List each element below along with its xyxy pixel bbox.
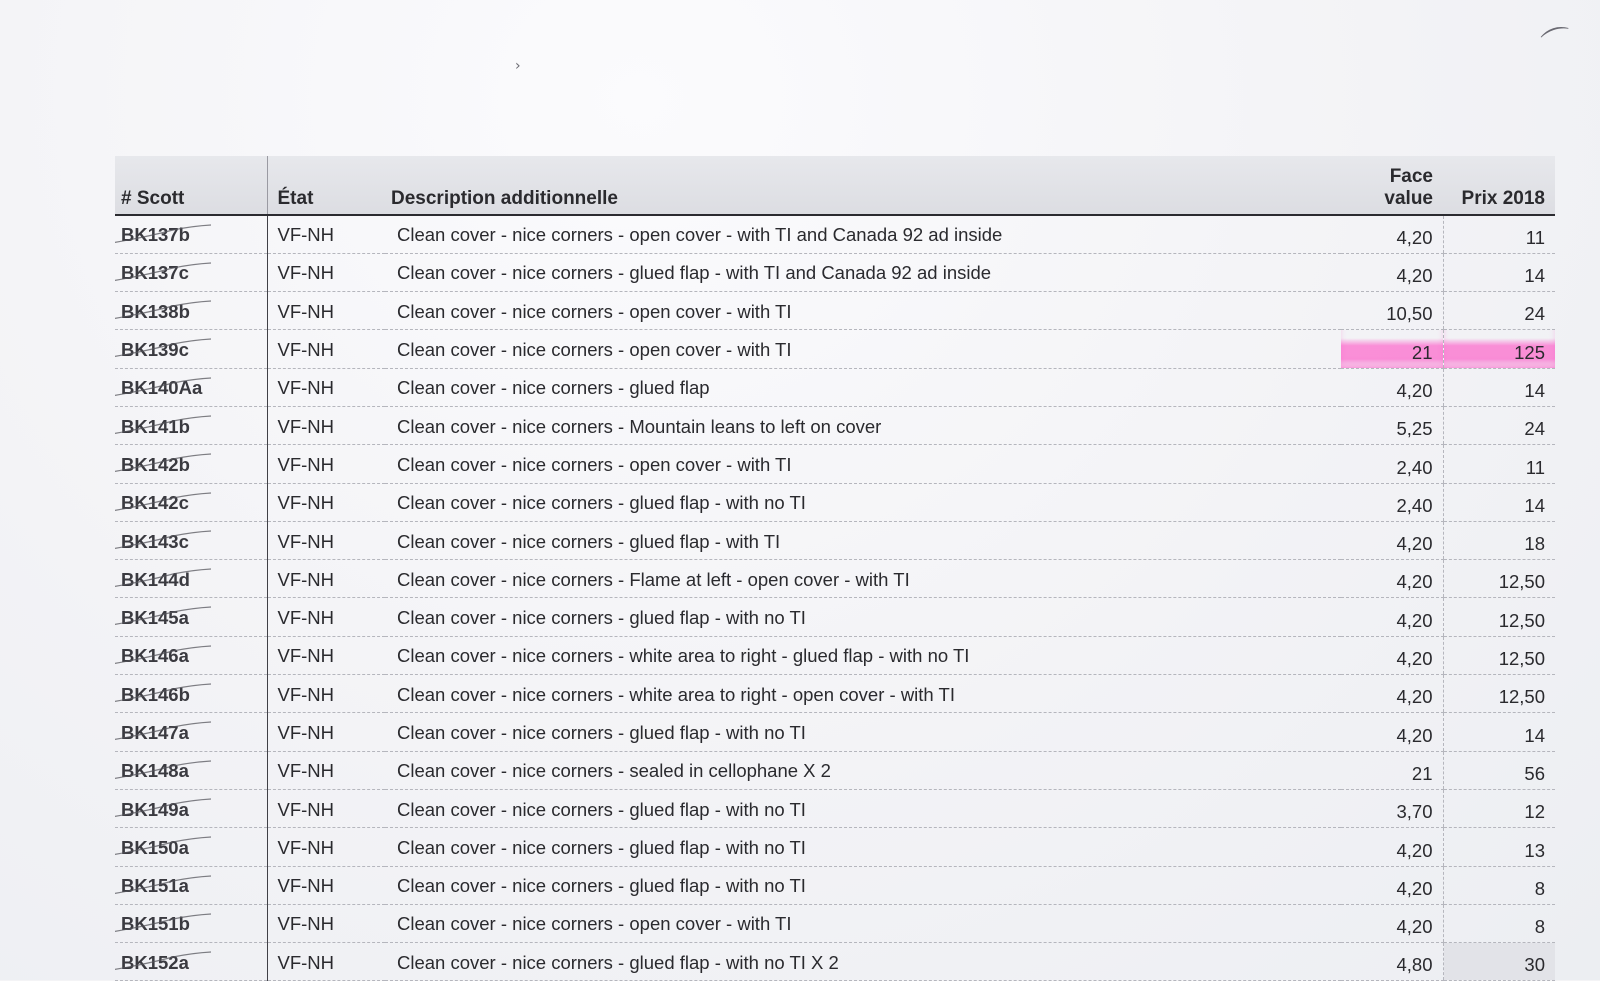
cell-etat: [267, 943, 385, 981]
cell-description: [385, 866, 1341, 904]
cell-scott: [115, 445, 267, 483]
cell-description-text: Clean cover - nice corners - glued flap - with TI: [397, 530, 781, 552]
cell-scott-text: BK150a: [121, 836, 189, 858]
cell-description-text: Clean cover - nice corners - glued flap - with no TI: [397, 836, 806, 858]
cell-description: [385, 904, 1341, 942]
cell-prix-text: 12,50: [1498, 648, 1545, 670]
table-row: [115, 215, 1555, 253]
cell-scott-text: BK145a: [121, 607, 189, 629]
cell-etat: [267, 368, 385, 406]
cell-prix: [1443, 521, 1555, 559]
cell-etat: [267, 866, 385, 904]
cell-prix: [1443, 943, 1555, 981]
cell-prix-text: 14: [1524, 265, 1545, 287]
cell-scott-text: BK142b: [121, 453, 190, 475]
cell-scott-text: BK144d: [121, 568, 190, 590]
cell-scott: [115, 368, 267, 406]
cell-etat-text: VF-NH: [277, 913, 335, 935]
cell-face-value-text: 5,25: [1396, 418, 1433, 440]
cell-scott-text: BK149a: [121, 798, 189, 820]
cell-description-text: Clean cover - nice corners - glued flap - with no TI: [397, 722, 806, 743]
cell-face-value-text: 4,20: [1396, 724, 1433, 746]
cell-scott: [115, 330, 267, 368]
cell-etat: [267, 215, 385, 253]
cell-prix: [1443, 483, 1555, 521]
cell-description-text: Clean cover - nice corners - open cover - with TI: [397, 300, 792, 322]
cell-face-value-text: 21: [1411, 762, 1433, 784]
cell-etat-text: VF-NH: [277, 262, 335, 284]
cell-prix-text: 14: [1524, 379, 1545, 401]
cell-scott-text: BK152a: [121, 951, 189, 973]
cell-etat: [267, 445, 385, 483]
cell-face-value: [1341, 675, 1443, 713]
cell-scott-text: BK151b: [121, 913, 190, 935]
table-row: [115, 521, 1555, 559]
cell-description-text: Clean cover - nice corners - open cover - with TI: [397, 339, 792, 361]
cell-scott-text: BK139c: [121, 339, 189, 361]
header-scott: # Scott: [115, 156, 267, 215]
cell-face-value: [1341, 215, 1443, 253]
cell-description-text: Clean cover - nice corners - glued flap - with no TI: [397, 607, 806, 629]
cell-scott-text: BK151a: [121, 875, 189, 897]
cell-scott-text: BK137c: [121, 262, 189, 284]
cell-prix-text: 30: [1524, 954, 1545, 976]
cell-prix: [1443, 253, 1555, 291]
cell-etat: [267, 713, 385, 751]
cell-description-text: Clean cover - nice corners - glued flap - with TI and Canada 92 ad inside: [397, 262, 992, 284]
table-row: [115, 445, 1555, 483]
cell-face-value-text: 4,20: [1396, 533, 1433, 555]
cell-etat-text: VF-NH: [277, 377, 335, 399]
cell-description-text: Clean cover - nice corners - glued flap: [397, 377, 710, 399]
cell-scott: [115, 751, 267, 789]
cell-prix-text: 8: [1534, 877, 1545, 899]
cell-prix-text: 12,50: [1498, 686, 1545, 708]
table-row: [115, 560, 1555, 598]
cell-etat-text: VF-NH: [277, 224, 335, 246]
cell-face-value: [1341, 483, 1443, 521]
cell-face-value-text: 4,20: [1396, 686, 1433, 708]
cell-face-value: [1341, 598, 1443, 636]
cell-face-value: [1341, 253, 1443, 291]
cell-etat-text: VF-NH: [277, 798, 335, 820]
cell-face-value-text: 4,20: [1396, 571, 1433, 593]
cell-etat-text: VF-NH: [277, 492, 335, 514]
cell-face-value: [1341, 828, 1443, 866]
cell-etat: [267, 330, 385, 368]
cell-prix: [1443, 866, 1555, 904]
table-row: [115, 598, 1555, 636]
table-row: [115, 483, 1555, 521]
cell-description: [385, 751, 1341, 789]
cell-etat: [267, 253, 385, 291]
cell-scott: [115, 292, 267, 330]
table-row: [115, 330, 1555, 368]
cell-description: [385, 521, 1341, 559]
cell-face-value-text: 21: [1411, 341, 1433, 363]
cell-description: [385, 675, 1341, 713]
cell-prix-text: 14: [1524, 494, 1545, 516]
cell-description-text: Clean cover - nice corners - Mountain leans to left on cover: [397, 415, 882, 437]
cell-prix: [1443, 789, 1555, 827]
cell-prix-text: 8: [1534, 916, 1545, 938]
cell-description: [385, 445, 1341, 483]
cell-etat-text: VF-NH: [277, 875, 335, 897]
cell-scott: [115, 253, 267, 291]
cell-prix: [1443, 904, 1555, 942]
cell-face-value: [1341, 292, 1443, 330]
cell-prix-text: 12,50: [1498, 609, 1545, 631]
cell-prix: [1443, 368, 1555, 406]
cell-prix-text: 14: [1524, 724, 1545, 746]
table-row: [115, 713, 1555, 751]
cell-description: [385, 828, 1341, 866]
cell-prix: [1443, 330, 1555, 368]
table-row: [115, 789, 1555, 827]
table-row: [115, 904, 1555, 942]
cell-scott: [115, 675, 267, 713]
cell-face-value-text: 4,20: [1396, 916, 1433, 938]
cell-scott-text: BK140Aa: [121, 377, 203, 399]
cell-description: [385, 215, 1341, 253]
cell-face-value: [1341, 751, 1443, 789]
cell-prix-text: 11: [1525, 226, 1545, 248]
cell-face-value-text: 10,50: [1386, 303, 1433, 325]
cell-etat-text: VF-NH: [277, 300, 335, 322]
cell-description: [385, 330, 1341, 368]
cell-scott: [115, 215, 267, 253]
cell-face-value: [1341, 330, 1443, 368]
cell-etat-text: VF-NH: [277, 722, 335, 743]
cell-etat: [267, 789, 385, 827]
cell-etat-text: VF-NH: [277, 760, 335, 782]
cell-prix: [1443, 445, 1555, 483]
cell-description: [385, 253, 1341, 291]
cell-prix: [1443, 636, 1555, 674]
cell-scott: [115, 598, 267, 636]
cell-face-value-text: 4,20: [1396, 379, 1433, 401]
cell-scott: [115, 713, 267, 751]
table-row: [115, 866, 1555, 904]
cell-face-value: [1341, 368, 1443, 406]
cell-face-value: [1341, 560, 1443, 598]
header-etat: État: [267, 156, 385, 215]
cell-description: [385, 406, 1341, 444]
cell-etat: [267, 904, 385, 942]
price-list-table: [115, 156, 1555, 981]
cell-face-value: [1341, 943, 1443, 981]
cell-etat: [267, 828, 385, 866]
cell-description: [385, 483, 1341, 521]
cell-scott-text: BK148a: [121, 760, 189, 782]
table-row: [115, 292, 1555, 330]
cell-prix: [1443, 751, 1555, 789]
cell-description-text: Clean cover - nice corners - open cover - with TI: [397, 913, 792, 935]
cell-scott-text: BK143c: [121, 530, 189, 552]
cell-scott: [115, 904, 267, 942]
cell-scott-text: BK146b: [121, 683, 190, 705]
table-header-row: [115, 156, 1555, 215]
cell-scott-text: BK146a: [121, 645, 189, 667]
table-row: [115, 751, 1555, 789]
cell-prix-text: 13: [1524, 839, 1545, 861]
cell-description-text: Clean cover - nice corners - Flame at left - open cover - with TI: [397, 568, 910, 590]
cell-face-value: [1341, 713, 1443, 751]
cell-description-text: Clean cover - nice corners - white area to right - open cover - with TI: [397, 683, 955, 705]
cell-etat-text: VF-NH: [277, 683, 335, 705]
cell-face-value-text: 4,20: [1396, 265, 1433, 287]
cell-prix: [1443, 406, 1555, 444]
table-row: [115, 943, 1555, 981]
cell-prix-text: 12,50: [1498, 571, 1545, 593]
cell-description: [385, 368, 1341, 406]
cell-face-value-text: 4,20: [1396, 648, 1433, 670]
cell-face-value: [1341, 445, 1443, 483]
cell-etat-text: VF-NH: [277, 607, 335, 629]
cell-etat: [267, 598, 385, 636]
cell-description-text: Clean cover - nice corners - sealed in cellophane X 2: [397, 760, 831, 782]
cell-prix-text: 125: [1514, 341, 1545, 363]
cell-scott: [115, 483, 267, 521]
cell-etat-text: VF-NH: [277, 951, 335, 973]
cell-prix-text: 18: [1524, 533, 1545, 555]
cell-face-value-text: 4,20: [1396, 609, 1433, 631]
cell-etat: [267, 675, 385, 713]
cell-face-value-text: 2,40: [1396, 456, 1433, 478]
cell-face-value: [1341, 904, 1443, 942]
cell-description-text: Clean cover - nice corners - open cover - with TI: [397, 453, 792, 475]
cell-etat: [267, 636, 385, 674]
cell-scott-text: BK141b: [121, 415, 190, 437]
cell-etat-text: VF-NH: [277, 530, 335, 552]
cell-etat: [267, 560, 385, 598]
cell-etat-text: VF-NH: [277, 453, 335, 475]
cell-description-text: Clean cover - nice corners - glued flap - with no TI: [397, 875, 806, 897]
cell-description-text: Clean cover - nice corners - glued flap - with no TI: [397, 798, 806, 820]
cell-etat: [267, 751, 385, 789]
cell-prix-text: 11: [1525, 456, 1545, 478]
cell-scott: [115, 521, 267, 559]
cell-description-text: Clean cover - nice corners - open cover - with TI and Canada 92 ad inside: [397, 224, 1003, 246]
cell-description-text: Clean cover - nice corners - glued flap - with no TI X 2: [397, 951, 839, 973]
cell-face-value: [1341, 789, 1443, 827]
price-list-table-container: [115, 156, 1555, 981]
table-row: [115, 253, 1555, 291]
pen-check-mark: ⌒: [1538, 22, 1578, 65]
cell-etat-text: VF-NH: [277, 836, 335, 858]
cell-etat: [267, 406, 385, 444]
cell-scott-text: BK142c: [121, 492, 189, 514]
cell-face-value-text: 4,20: [1396, 877, 1433, 899]
cell-etat: [267, 292, 385, 330]
table-row: [115, 406, 1555, 444]
cell-description-text: Clean cover - nice corners - white area to right - glued flap - with no TI: [397, 645, 970, 667]
cell-scott: [115, 406, 267, 444]
cell-prix-text: 56: [1524, 762, 1545, 784]
cell-description: [385, 713, 1341, 751]
cell-etat-text: VF-NH: [277, 645, 335, 667]
cell-description: [385, 560, 1341, 598]
cell-prix: [1443, 598, 1555, 636]
cell-description: [385, 943, 1341, 981]
cell-prix: [1443, 215, 1555, 253]
cell-prix: [1443, 560, 1555, 598]
cell-face-value-text: 3,70: [1396, 801, 1433, 823]
cell-description: [385, 598, 1341, 636]
cell-etat: [267, 521, 385, 559]
header-face-value: Face value: [1341, 156, 1443, 215]
cell-scott: [115, 560, 267, 598]
cell-etat-text: VF-NH: [277, 415, 335, 437]
cell-face-value-text: 4,20: [1396, 839, 1433, 861]
cell-face-value: [1341, 866, 1443, 904]
table-row: [115, 828, 1555, 866]
cell-etat-text: VF-NH: [277, 339, 335, 361]
cell-scott: [115, 789, 267, 827]
cell-description: [385, 789, 1341, 827]
cell-scott-text: BK138b: [121, 300, 190, 322]
cell-scott: [115, 828, 267, 866]
cell-face-value-text: 4,80: [1396, 954, 1433, 976]
cell-face-value-text: 2,40: [1396, 494, 1433, 516]
cell-scott: [115, 943, 267, 981]
cell-face-value: [1341, 406, 1443, 444]
table-row: [115, 368, 1555, 406]
cell-scott-text: BK147a: [121, 722, 189, 743]
table-body: [115, 215, 1555, 981]
cell-prix: [1443, 713, 1555, 751]
table-row: [115, 675, 1555, 713]
cell-prix: [1443, 292, 1555, 330]
cell-face-value: [1341, 521, 1443, 559]
cell-prix-text: 24: [1524, 418, 1545, 440]
cell-face-value-text: 4,20: [1396, 226, 1433, 248]
cell-scott: [115, 866, 267, 904]
cell-scott: [115, 636, 267, 674]
cell-prix: [1443, 675, 1555, 713]
cell-prix: [1443, 828, 1555, 866]
cell-prix-text: 12: [1524, 801, 1545, 823]
scan-speck: ›: [515, 58, 521, 74]
header-prix: Prix 2018: [1443, 156, 1555, 215]
cell-etat-text: VF-NH: [277, 568, 335, 590]
header-description: Description additionnelle: [385, 156, 1341, 215]
table-row: [115, 636, 1555, 674]
cell-description-text: Clean cover - nice corners - glued flap - with no TI: [397, 492, 806, 514]
cell-description: [385, 292, 1341, 330]
cell-etat: [267, 483, 385, 521]
cell-scott-text: BK137b: [121, 224, 190, 246]
cell-description: [385, 636, 1341, 674]
cell-prix-text: 24: [1524, 303, 1545, 325]
cell-face-value: [1341, 636, 1443, 674]
